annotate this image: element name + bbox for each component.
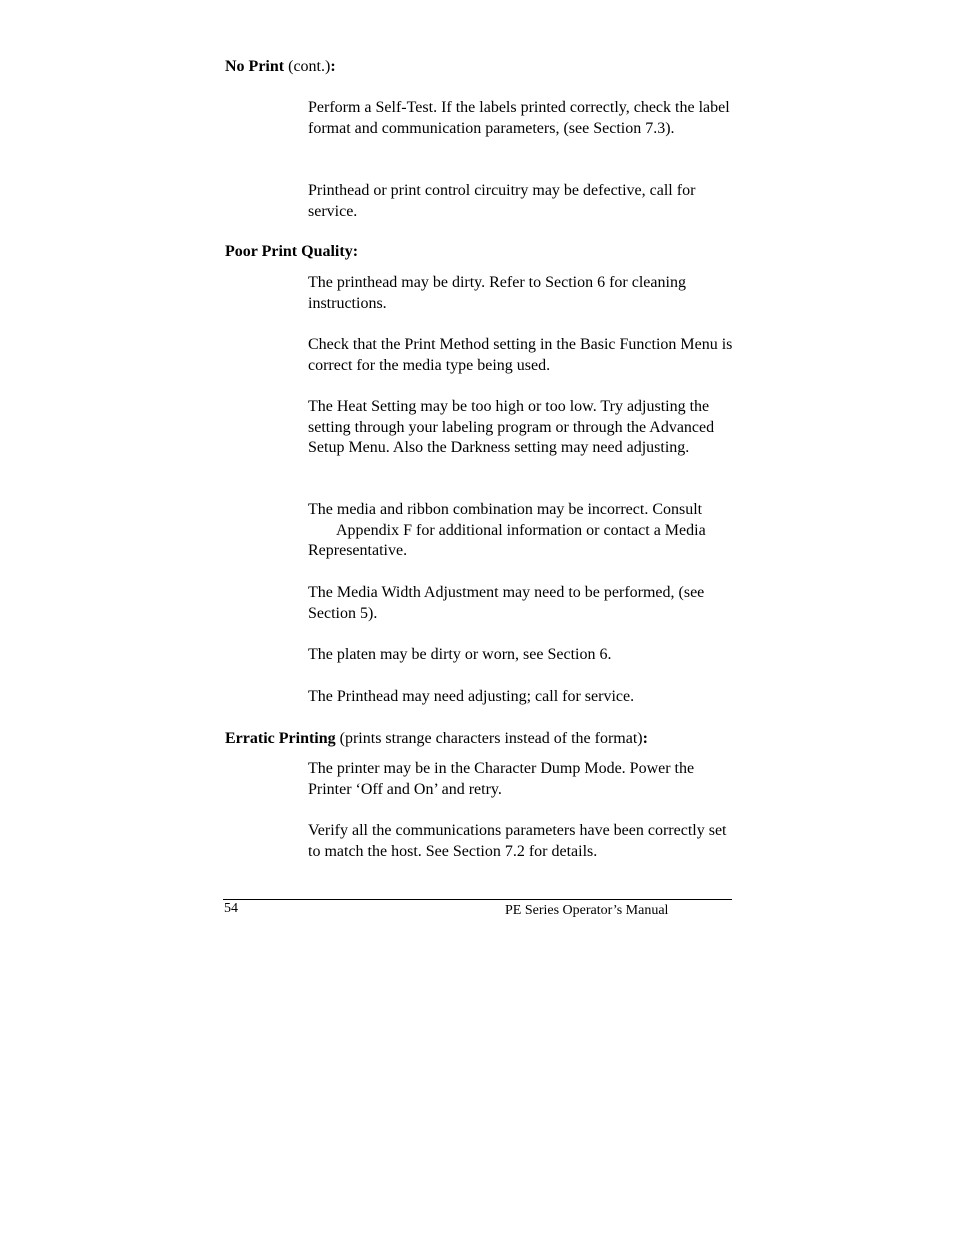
- paragraph-print-method: Check that the Print Method setting in the Basic Function Menu is correct for the media type being used.: [308, 336, 733, 374]
- heading-erratic-printing-subtitle: (prints strange characters instead of the format): [335, 730, 643, 747]
- paragraph-media-ribbon: [308, 500, 736, 562]
- heading-poor-print-quality: [225, 242, 358, 262]
- media-ribbon-line-1: The media and ribbon combination may be incorrect. Consult: [308, 501, 703, 518]
- paragraph-self-test: Perform a Self-Test. If the labels printed correctly, check the label format and communication parameters, (see Section 7.3).: [308, 99, 730, 137]
- paragraph-printhead-dirty: The printhead may be dirty. Refer to Section 6 for cleaning instructions.: [308, 274, 686, 312]
- paragraph-printhead-defective: Printhead or print control circuitry may be defective, call for service.: [308, 182, 696, 220]
- heading-erratic-printing-title: Erratic Printing: [225, 730, 336, 747]
- heading-erratic-printing-colon: :: [642, 730, 648, 747]
- media-ribbon-line-2: Appendix F for additional information or contact a Media: [336, 521, 706, 539]
- footer-manual-title: PE Series Operator’s Manual: [505, 903, 669, 918]
- page-number: 54: [224, 901, 238, 916]
- heading-no-print-title: No Print: [225, 58, 285, 75]
- heading-no-print-colon: :: [330, 58, 336, 75]
- heading-no-print-subtitle: (cont.): [284, 58, 331, 75]
- heading-erratic-printing: [225, 729, 648, 749]
- heading-poor-print-quality-title: Poor Print Quality:: [225, 243, 359, 260]
- media-ribbon-line-3: Representative.: [308, 542, 408, 560]
- paragraph-media-width: The Media Width Adjustment may need to be performed, (see Section 5).: [308, 584, 705, 622]
- paragraph-character-dump: The printer may be in the Character Dump Mode. Power the Printer ‘Off and On’ and retry.: [308, 760, 695, 798]
- paragraph-printhead-adjust: The Printhead may need adjusting; call for service.: [308, 688, 635, 705]
- heading-no-print: [225, 57, 336, 77]
- paragraph-platen: The platen may be dirty or worn, see Section 6.: [308, 646, 612, 663]
- footer-rule: [223, 899, 732, 900]
- paragraph-heat-setting: The Heat Setting may be too high or too low. Try adjusting the setting through your labeling program or through the Advanced Setup Menu. Also the Darkness setting may need adjusting.: [308, 398, 715, 457]
- paragraph-communications: Verify all the communications parameters have been correctly set to match the host. See Section 7.2 for details.: [308, 822, 727, 860]
